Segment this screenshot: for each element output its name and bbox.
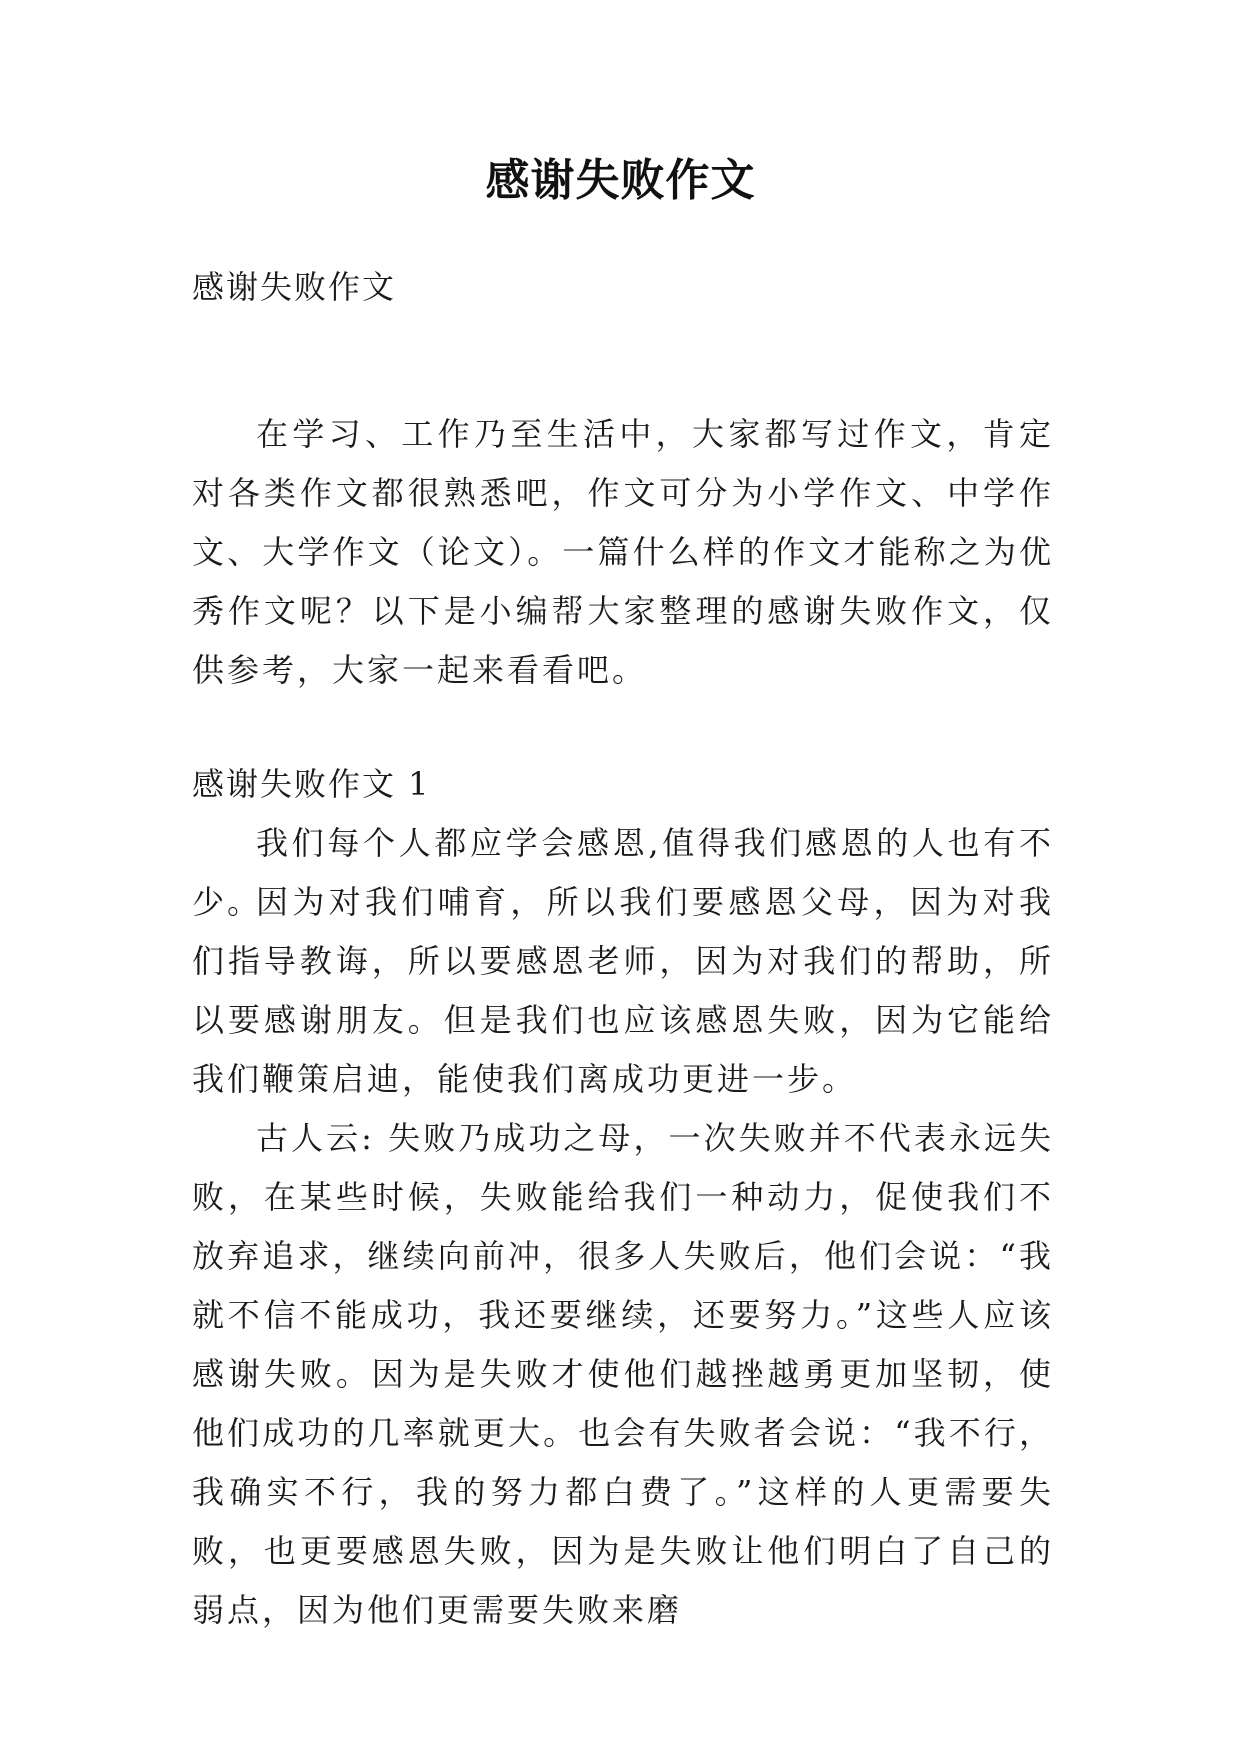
body-paragraph: 我们每个人都应学会感恩,值得我们感恩的人也有不少。: [192, 824, 1054, 921]
intro-paragraph: 在学习、工作乃至生活中，大家都写过作文，肯定对各类作文都很熟悉吧，作文可分为小学作文、中学作文、大学作文（论文）。一篇什么样的作文才能称之为优秀作文呢？以下是小编帮大家整理的感谢失败作文，仅供参考，大家一起来看看吧。: [192, 415, 1054, 689]
document-title: 感谢失败作文: [485, 155, 756, 206]
body-paragraph: 因为对我们哺育，所以我们要感恩父母，因为对我们指导教诲，所以要感恩老师，因为对我们的帮助，所以要感谢朋友。但是我们也应该感恩失败，因为它能给我们鞭策启迪，能使我们离成功更进一步。: [192, 883, 1054, 1098]
body-paragraph: 古人云: 失败乃成功之母，一次失败并不代表永远失败，在某些时候，失败能给我们一种动力，促使我们不放弃追求，继续向前冲，很多人失败后，他们会说：“我就不信不能成功，我还要继续，还要努力。”这些人应该感谢失败。因为是失败才使他们越挫越勇更加坚韧，使他们成功的几率就更大。也会有失败者会说：“我不行，我确实不行，我的努力都白费了。”这样的人更需要失败，也更要感恩失败，因为是失败让他们明白了自己的弱点，因为他们更需要失败来磨: [192, 1119, 1054, 1629]
section-heading: 感谢失败作文 1: [192, 765, 431, 803]
document-subtitle: 感谢失败作文: [192, 268, 397, 306]
